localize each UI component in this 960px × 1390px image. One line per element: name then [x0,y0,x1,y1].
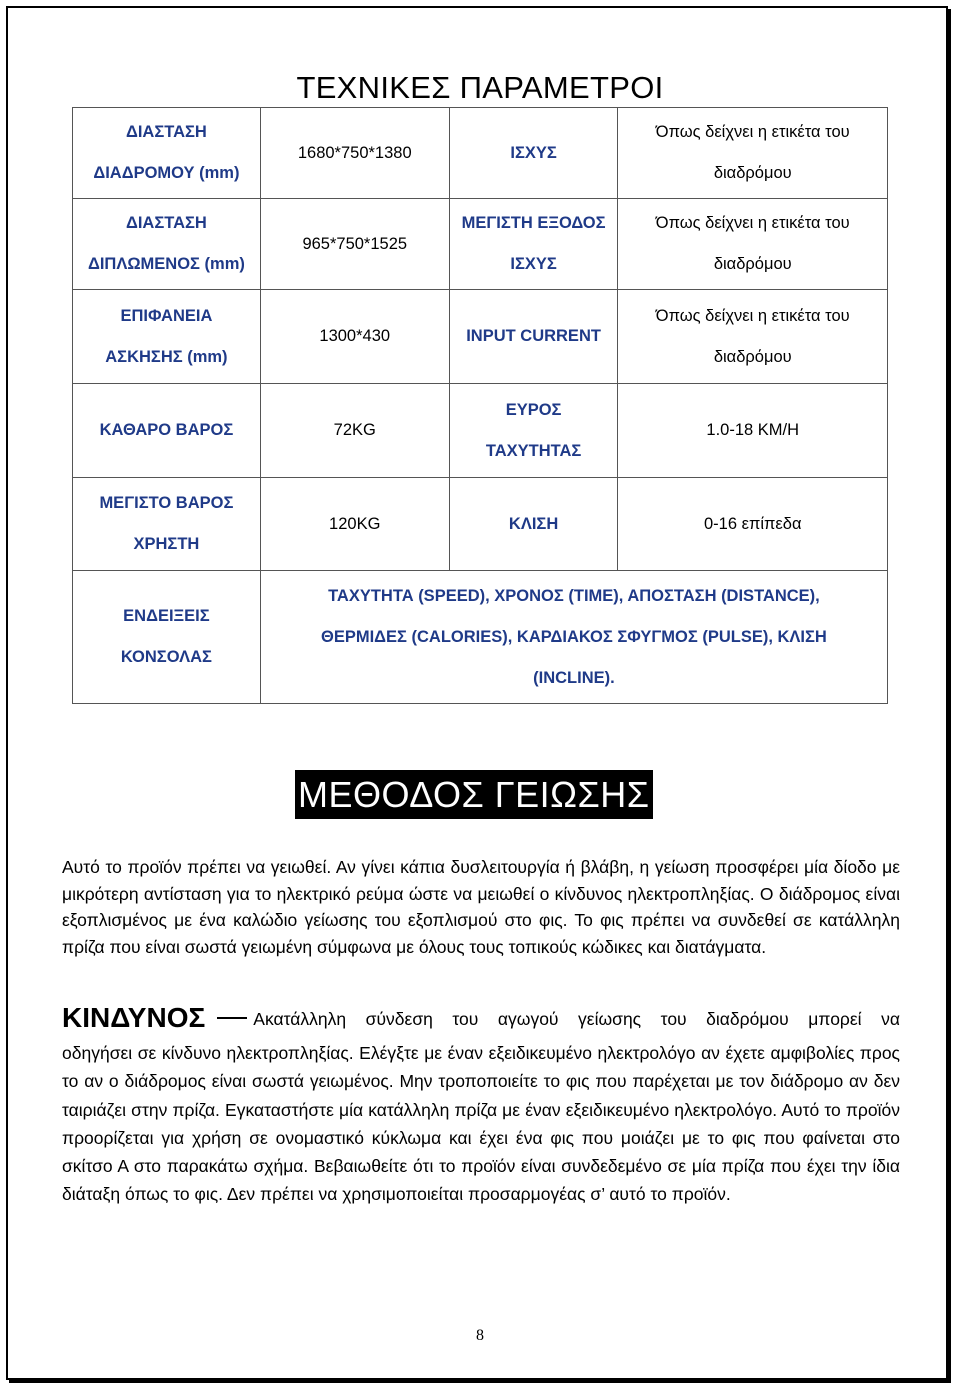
spec-value-cell: 72KG [260,384,449,478]
spec-label-cell [73,108,261,199]
spec-label-line: ΙΣΧΥΣ [510,255,557,273]
grounding-paragraph: Αυτό το προϊόν πρέπει να γειωθεί. Αν γίνει κάπια δυσλειτουργία ή βλάβη, η γείωση προσφέρει μία δίοδο με μικρότερη αντίσταση για το ηλεκτρικό ρεύμα ώστε να μειωθεί ο κίνδυνος ηλεκτροπληξίας. Ο διάδρομος είναι εξοπλισμένος με ένα καλώδιο γείωσης του εξοπλισμού στο φις. Το φις πρέπει να συνδεθεί σε κατάλληλη πρίζα που είναι σωστά γειωμένη σύμφωνα με όλους τους τοπικούς κώδικες και διατάγματα. [62,857,900,957]
page-title: ΤΕΧΝΙΚΕΣ ΠΑΡΑΜΕΤΡΟΙ [296,70,664,105]
em-dash [217,1017,247,1019]
spec-label-line: ΜΕΓΙΣΤΟ ΒΑΡΟΣ [99,494,234,512]
console-display-line: (INCLINE). [533,668,615,687]
technical-specs-table [72,107,888,704]
spec-label-line: ΔΙΠΛΩΜΕΝΟΣ (mm) [87,255,245,273]
spec-value-cell [618,199,888,290]
table-row [73,384,888,478]
spec-label-line: ΔΙΑΣΤΑΣΗ [125,123,207,141]
spec-label-cell [73,478,261,571]
spec-value-cell [618,290,888,384]
console-display-line: ΤΑΧΥΤΗΤΑ (SPEED), ΧΡΟΝΟΣ (TIME), ΑΠΟΣΤΑΣΗ (DISTANCE), [328,586,820,605]
spec-label-line: ΤΑΧΥΤΗΤΑΣ [485,441,582,460]
table-row [73,478,888,571]
grounding-heading: ΜΕΘΟΔΟΣ ΓΕΙΩΣΗΣ [295,770,653,819]
spec-value-line: διαδρόμου [713,255,792,273]
spec-value-line: διαδρόμου [713,164,792,182]
spec-label-line: ΕΠΙΦΑΝΕΙΑ [120,306,213,325]
spec-label-line: ΚΟΝΣΟΛΑΣ [120,648,212,666]
spec-label-cell [73,571,261,704]
spec-label-cell: INPUT CURRENT [449,290,618,384]
spec-label-line: ΑΣΚΗΣΗΣ (mm) [105,347,228,366]
spec-label-cell [73,290,261,384]
table-row [73,290,888,384]
danger-first-line [62,998,900,1039]
spec-value-line: Όπως δείχνει η ετικέτα του [655,123,850,141]
spec-label-line: ΕΥΡΟΣ [505,400,562,419]
spec-label-line: ΔΙΑΣΤΑΣΗ [125,214,207,232]
spec-value-line: Όπως δείχνει η ετικέτα του [655,214,850,232]
spec-label-cell: ΙΣΧΥΣ [449,108,618,199]
spec-value-line: διαδρόμου [713,347,792,366]
page-number: 8 [476,1327,484,1344]
spec-value-cell: 1300*430 [260,290,449,384]
spec-label-cell: ΚΑΘΑΡΟ ΒΑΡΟΣ [73,384,261,478]
danger-first-line-text: Ακατάλληλη σύνδεση του αγωγού γείωσης του διαδρόμου μπορεί να [253,1009,900,1029]
console-display-cell [260,571,887,704]
table-row [73,108,888,199]
spec-value-cell: 1680*750*1380 [260,108,449,199]
spec-label-cell [449,199,618,290]
spec-value-cell: 1.0-18 KM/H [618,384,888,478]
console-display-line: ΘΕΡΜΙΔΕΣ (CALORIES), ΚΑΡΔΙΑΚΟΣ ΣΦΥΓΜΟΣ (PULSE), ΚΛΙΣΗ [320,627,827,646]
danger-body: οδηγήσει σε κίνδυνο ηλεκτροπληξίας. Ελέγξτε με έναν εξειδικευμένο ηλεκτρολόγο αν έχετε αμφιβολίες προς το αν ο διάδρομος είναι σωστά γειωμένος. Μην τροποποιείτε το φις που παρέχεται με τον διάδρομο αν δεν ταιριάζει στην πρίζα. Εγκαταστήστε μία κατάλληλη πρίζα με έναν εξειδικευμένο ηλεκτρολόγο. Αυτό το προϊόν προορίζεται για χρήση σε ονομαστικό κύκλωμα και έχει ένα φις που μοιάζει με το φις που φαίνεται στο σκίτσο Α στο παρακάτω σχήμα. Βεβαιωθείτε ότι το προϊόν είναι συνδεδεμένο σε μία πρίζα που έχει την ίδια διάταξη όπως το φις. Δεν πρέπει να χρησιμοποιείται προσαρμογέας σ’ αυτό το προϊόν. [62,1043,900,1205]
spec-label-cell [449,384,618,478]
table-row [73,199,888,290]
spec-label-line: ΜΕΓΙΣΤΗ ΕΞΟΔΟΣ [461,214,606,232]
spec-label-cell: ΚΛΙΣΗ [449,478,618,571]
spec-value-cell [618,108,888,199]
spec-value-cell: 120KG [260,478,449,571]
spec-label-line: ΔΙΑΔΡΟΜΟΥ (mm) [93,164,240,182]
spec-label-cell [73,199,261,290]
spec-value-cell: 965*750*1525 [260,199,449,290]
spec-label-line: ΕΝΔΕΙΞΕΙΣ [123,607,210,625]
spec-value-cell: 0-16 επίπεδα [618,478,888,571]
danger-label: ΚΙΝΔΥΝΟΣ [62,1002,206,1033]
spec-label-line: ΧΡΗΣΤΗ [133,535,200,553]
spec-value-line: Όπως δείχνει η ετικέτα του [655,306,850,325]
table-row [73,571,888,704]
danger-block [62,998,900,1209]
